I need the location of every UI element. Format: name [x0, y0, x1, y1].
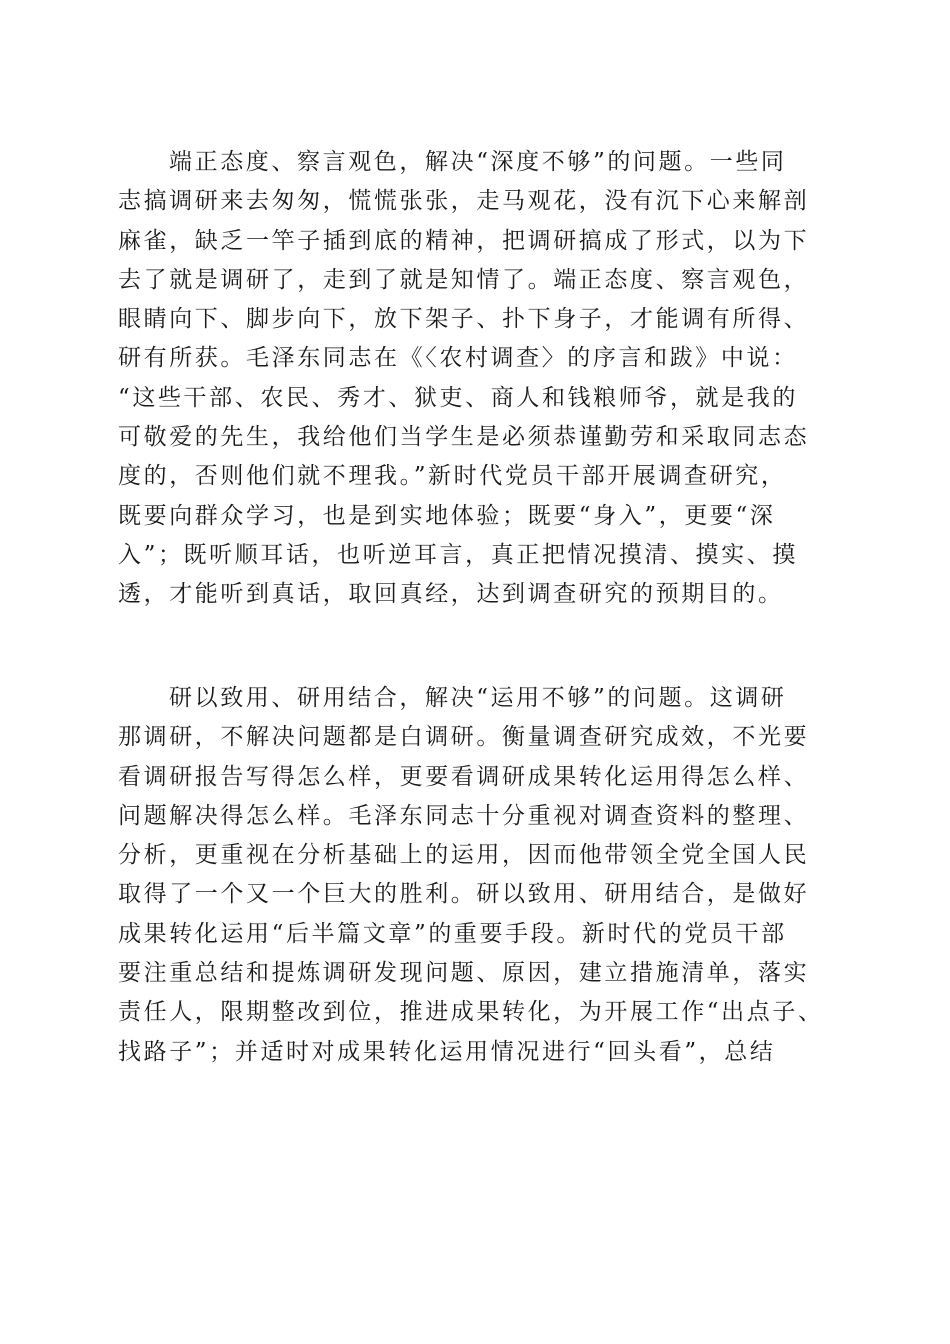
text-line: 入”；既听顺耳话，也听逆耳言，真正把情况摸清、摸实、摸 — [118, 541, 798, 568]
text-line: 端正态度、察言观色，解决“深度不够”的问题。一些同 — [169, 149, 787, 175]
text-line: 责任人，限期整改到位，推进成果转化，为开展工作“出点子、 — [118, 999, 824, 1026]
text-line: 眼睛向下、脚步向下，放下架子、扑下身子，才能调有所得、 — [118, 306, 810, 333]
text-line: 问题解决得怎么样。毛泽东同志十分重视对调查资料的整理、 — [118, 802, 810, 829]
text-line: 麻雀，缺乏一竿子插到底的精神，把调研搞成了形式，以为下 — [118, 227, 810, 254]
text-line: 那调研，不解决问题都是白调研。衡量调查研究成效，不光要 — [118, 724, 810, 751]
paragraph-1 — [118, 143, 838, 615]
text-line: 成果转化运用“后半篇文章”的重要手段。新时代的党员干部 — [118, 920, 787, 947]
text-line: 找路子”；并适时对成果转化运用情况进行“回头看”，总结 — [118, 1038, 776, 1065]
text-line: “这些干部、农民、秀才、狱吏、商人和钱粮师爷，就是我的 — [118, 384, 798, 411]
text-line: 度的，否则他们就不理我。”新时代党员干部开展调查研究， — [118, 463, 787, 490]
text-line: 研有所获。毛泽东同志在《〈农村调查〉的序言和跋》中说： — [118, 345, 798, 372]
paragraph-2 — [118, 679, 838, 1072]
text-line: 看调研报告写得怎么样，更要看调研成果转化运用得怎么样、 — [118, 763, 810, 790]
text-line: 透，才能听到真话，取回真经，达到调查研究的预期目的。 — [118, 581, 784, 608]
text-line: 去了就是调研了，走到了就是知情了。端正态度、察言观色， — [118, 266, 810, 293]
text-line: 志搞调研来去匆匆，慌慌张张，走马观花，没有沉下心来解剖 — [118, 188, 810, 215]
text-line: 分析，更重视在分析基础上的运用，因而他带领全党全国人民 — [118, 842, 810, 869]
text-line: 既要向群众学习，也是到实地体验；既要“身入”，更要“深 — [118, 502, 776, 529]
text-line: 取得了一个又一个巨大的胜利。研以致用、研用结合，是做好 — [118, 881, 810, 908]
text-line: 要注重总结和提炼调研发现问题、原因，建立措施清单，落实 — [118, 960, 810, 987]
text-line: 研以致用、研用结合，解决“运用不够”的问题。这调研 — [169, 685, 787, 711]
text-line: 可敬爱的先生，我给他们当学生是必须恭谨勤劳和采取同志态 — [118, 424, 810, 451]
